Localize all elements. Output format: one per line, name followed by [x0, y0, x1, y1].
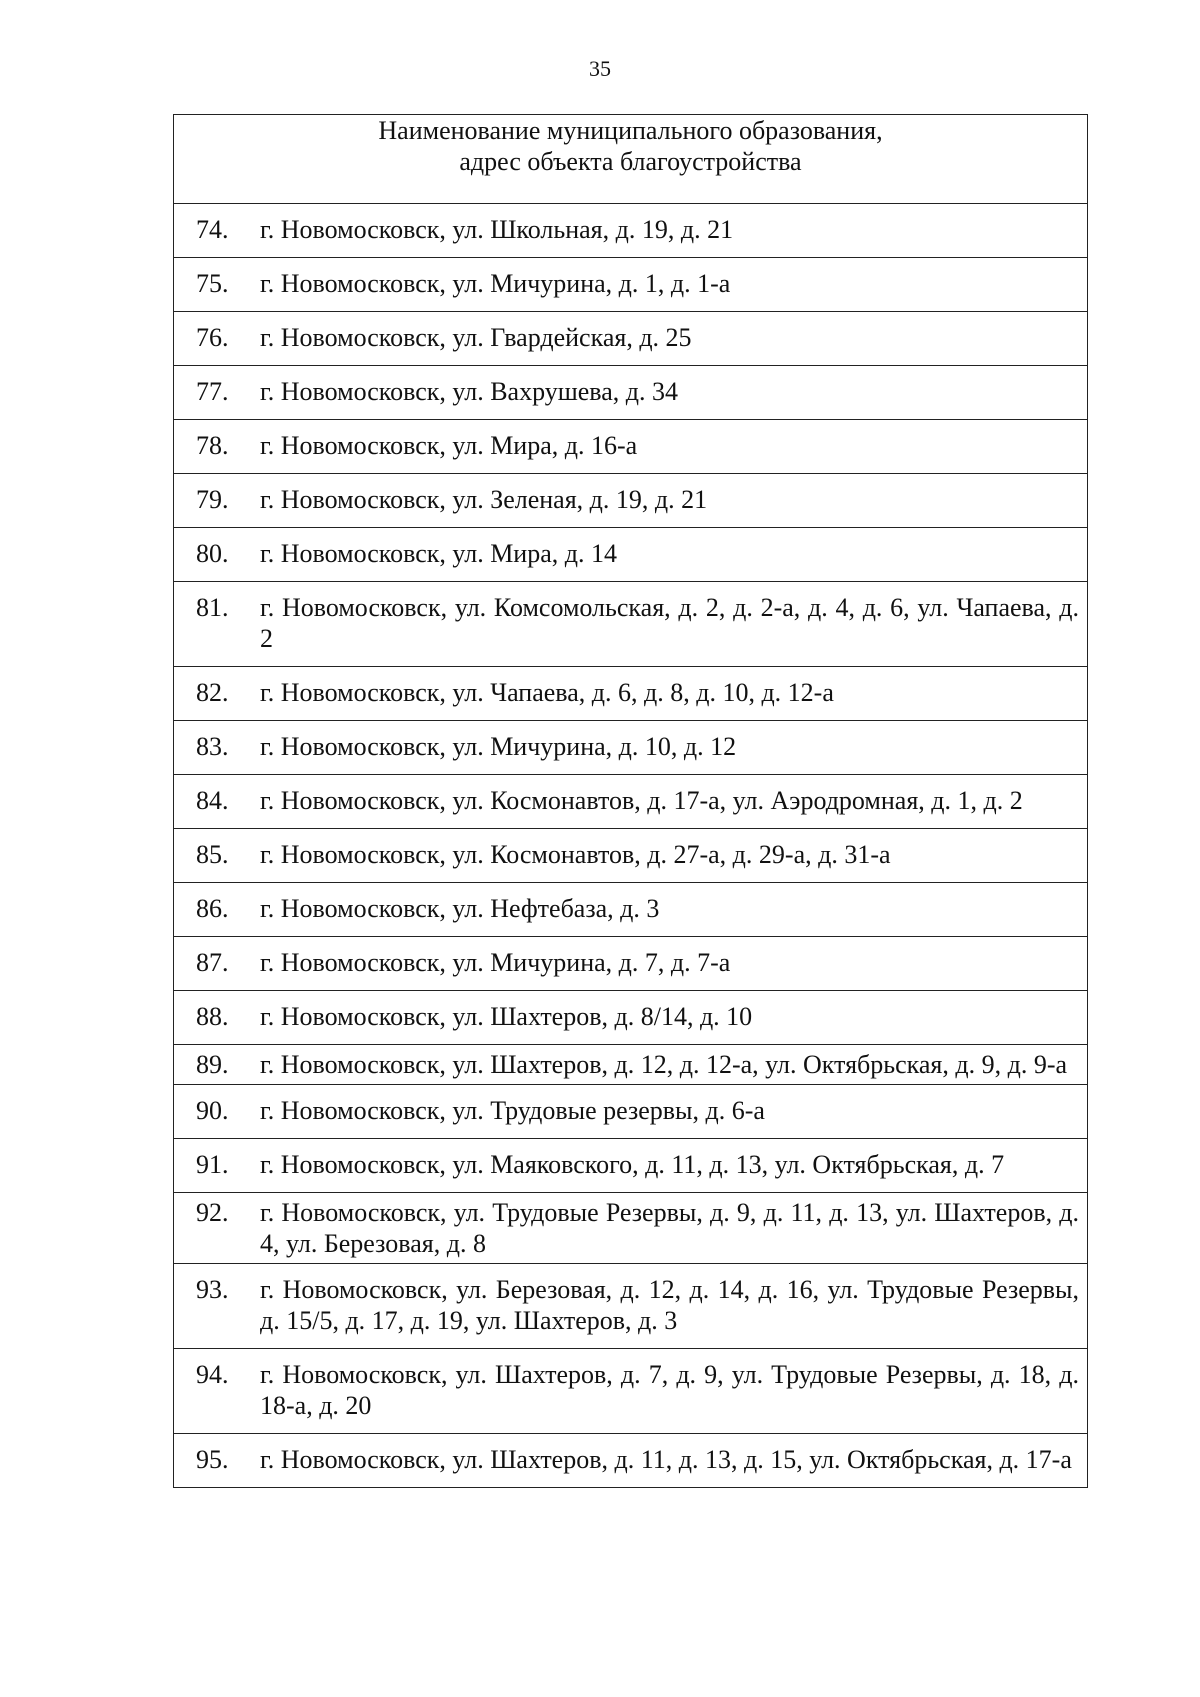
row-address: г. Новомосковск, ул. Космонавтов, д. 27-а, д. 29-а, д. 31-а: [260, 840, 891, 869]
row-address: г. Новомосковск, ул. Шахтеров, д. 8/14, д. 10: [260, 1002, 753, 1031]
table-row: [174, 1085, 1088, 1139]
table-row: [174, 258, 1088, 312]
row-address: г. Новомосковск, ул. Шахтеров, д. 7, д. 9, ул. Трудовые Резервы, д. 18, д. 18-а, д. 20: [260, 1360, 1079, 1420]
table-row: [174, 312, 1088, 366]
table-row: [174, 937, 1088, 991]
row-address: г. Новомосковск, ул. Школьная, д. 19, д. 21: [260, 215, 734, 244]
table-row: [174, 1045, 1088, 1085]
row-number: 91.: [196, 1150, 229, 1179]
row-number: 90.: [196, 1096, 229, 1125]
table-row: [174, 474, 1088, 528]
table-row: [174, 582, 1088, 667]
table-row: [174, 420, 1088, 474]
row-number: 79.: [196, 485, 229, 514]
row-address: г. Новомосковск, ул. Чапаева, д. 6, д. 8, д. 10, д. 12-а: [260, 678, 834, 707]
row-number: 74.: [196, 215, 229, 244]
row-number: 83.: [196, 732, 229, 761]
row-number: 86.: [196, 894, 229, 923]
table-row: [174, 1434, 1088, 1488]
row-number: 85.: [196, 840, 229, 869]
table-row: [174, 829, 1088, 883]
table-row: [174, 667, 1088, 721]
table-row: [174, 204, 1088, 258]
row-address: г. Новомосковск, ул. Гвардейская, д. 25: [260, 323, 692, 352]
row-address: г. Новомосковск, ул. Шахтеров, д. 12, д. 12-а, ул. Октябрьская, д. 9, д. 9-а: [260, 1050, 1068, 1079]
table-header-row: [174, 115, 1088, 204]
table-row: [174, 1193, 1088, 1264]
row-number: 84.: [196, 786, 229, 815]
table-row: [174, 1349, 1088, 1434]
row-number: 76.: [196, 323, 229, 352]
row-address: г. Новомосковск, ул. Космонавтов, д. 17-а, ул. Аэродромная, д. 1, д. 2: [260, 786, 1023, 815]
row-number: 88.: [196, 1002, 229, 1031]
row-number: 77.: [196, 377, 229, 406]
row-number: 81.: [196, 593, 229, 622]
row-number: 89.: [196, 1050, 229, 1079]
table-row: [174, 1139, 1088, 1193]
row-number: 95.: [196, 1445, 229, 1474]
row-number: 82.: [196, 678, 229, 707]
row-address: г. Новомосковск, ул. Нефтебаза, д. 3: [260, 894, 660, 923]
row-address: г. Новомосковск, ул. Шахтеров, д. 11, д. 13, д. 15, ул. Октябрьская, д. 17-а: [260, 1445, 1072, 1474]
row-address: г. Новомосковск, ул. Березовая, д. 12, д. 14, д. 16, ул. Трудовые Резервы, д. 15/5, д. 17, д. 19, ул. Шахтеров, д. 3: [260, 1275, 1079, 1335]
row-number: 75.: [196, 269, 229, 298]
table-row: [174, 883, 1088, 937]
row-address: г. Новомосковск, ул. Зеленая, д. 19, д. 21: [260, 485, 708, 514]
row-address: г. Новомосковск, ул. Трудовые Резервы, д. 9, д. 11, д. 13, ул. Шахтеров, д. 4, ул. Березовая, д. 8: [260, 1198, 1079, 1258]
table-header-cell: [174, 115, 1088, 204]
row-number: 87.: [196, 948, 229, 977]
row-address: г. Новомосковск, ул. Трудовые резервы, д. 6-а: [260, 1096, 765, 1125]
row-address: г. Новомосковск, ул. Вахрушева, д. 34: [260, 377, 678, 406]
header-line-2: адрес объекта благоустройства: [459, 147, 802, 176]
row-number: 94.: [196, 1360, 229, 1389]
row-number: 92.: [196, 1198, 229, 1227]
row-address: г. Новомосковск, ул. Мичурина, д. 7, д. 7-а: [260, 948, 731, 977]
table-row: [174, 721, 1088, 775]
row-number: 78.: [196, 431, 229, 460]
table-row: [174, 1264, 1088, 1349]
row-address: г. Новомосковск, ул. Мира, д. 16-а: [260, 431, 638, 460]
page-number: 35: [589, 56, 611, 81]
addresses-table: [173, 114, 1088, 1488]
row-number: 80.: [196, 539, 229, 568]
row-address: г. Новомосковск, ул. Мичурина, д. 1, д. 1-а: [260, 269, 731, 298]
table-row: [174, 366, 1088, 420]
header-line-1: Наименование муниципального образования,: [378, 116, 883, 145]
row-address: г. Новомосковск, ул. Мира, д. 14: [260, 539, 617, 568]
row-address: г. Новомосковск, ул. Комсомольская, д. 2, д. 2-а, д. 4, д. 6, ул. Чапаева, д. 2: [260, 593, 1079, 653]
row-number: 93.: [196, 1275, 229, 1304]
table-row: [174, 991, 1088, 1045]
row-address: г. Новомосковск, ул. Мичурина, д. 10, д. 12: [260, 732, 737, 761]
table-row: [174, 775, 1088, 829]
table-row: [174, 528, 1088, 582]
row-address: г. Новомосковск, ул. Маяковского, д. 11, д. 13, ул. Октябрьская, д. 7: [260, 1150, 1005, 1179]
